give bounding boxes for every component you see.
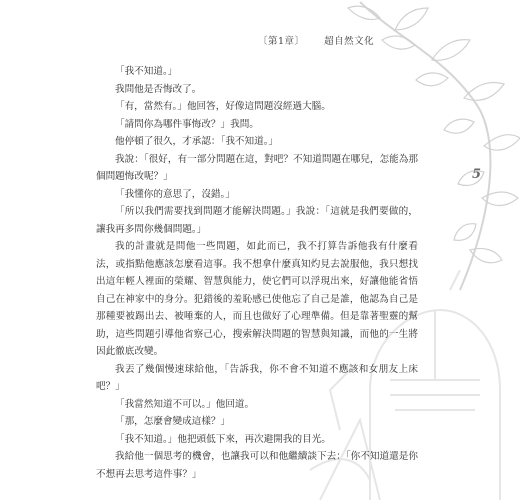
paragraph: 「我懂你的意思了，沒錯。」 — [115, 188, 235, 200]
page-number: 5 — [472, 167, 482, 182]
paragraph: 他停頓了很久，才承認：「我不知道。」 — [115, 136, 279, 147]
running-header — [258, 33, 374, 47]
paragraph: 「我不知道。」他把頭低下來，再次避開我的目光。 — [115, 433, 331, 445]
chapter-title: 超自然文化 — [324, 36, 375, 47]
paragraph: 我說：「很好，有一部分問題在這，對吧？不知道問題在哪兒，怎能為那個問題悔改呢？」 — [96, 153, 418, 182]
body-text — [96, 63, 418, 483]
paragraph: 我丟了幾個慢速球給他，「告訴我，你不會不知道不應該和女朋友上床吧？」 — [96, 363, 418, 392]
paragraph: 「有，當然有。」他回答，好像這問題沒經過大腦。 — [115, 101, 331, 112]
paragraph: 我問他是否悔改了。 — [115, 83, 202, 95]
paragraph: 我的計畫就是問他一些問題，如此而已，我不打算告訴他我有什麼看法，或指點他應該怎麼看這事。我不想拿什麼真知灼見去說服他，我只想找出這年輕人裡面的榮耀、智慧與能力，使它們可以浮現出來，好讓他能省悟自己在神家中的身分。犯錯後的羞恥感已使他忘了自己是誰，他認為自己是那種要被踢出去、被唾棄的人，而且也做好了心理準備。但是靠著聖靈的幫助，這些問題引導他省察己心，搜索解決問題的智慧與知識，而他的一生將因此徹底改變。 — [96, 241, 418, 357]
paragraph: 「所以我們需要找到問題才能解決問題。」我說：「這就是我們要做的，讓我再多問你幾個問題。」 — [96, 206, 418, 235]
paragraph: 「那，怎麼會變成這樣？」 — [115, 416, 231, 427]
paragraph: 「我當然知道不可以。」他回道。 — [115, 398, 255, 410]
paragraph: 我給他一個思考的機會，也讓我可以和他繼續談下去：「你不知道還是你不想再去思考這件事？」 — [96, 451, 418, 480]
chapter-label: 〔第1章〕 — [258, 36, 305, 47]
paragraph: 「請問你為哪件事悔改？」我問。 — [115, 118, 259, 130]
paragraph: 「我不知道。」 — [115, 66, 178, 77]
